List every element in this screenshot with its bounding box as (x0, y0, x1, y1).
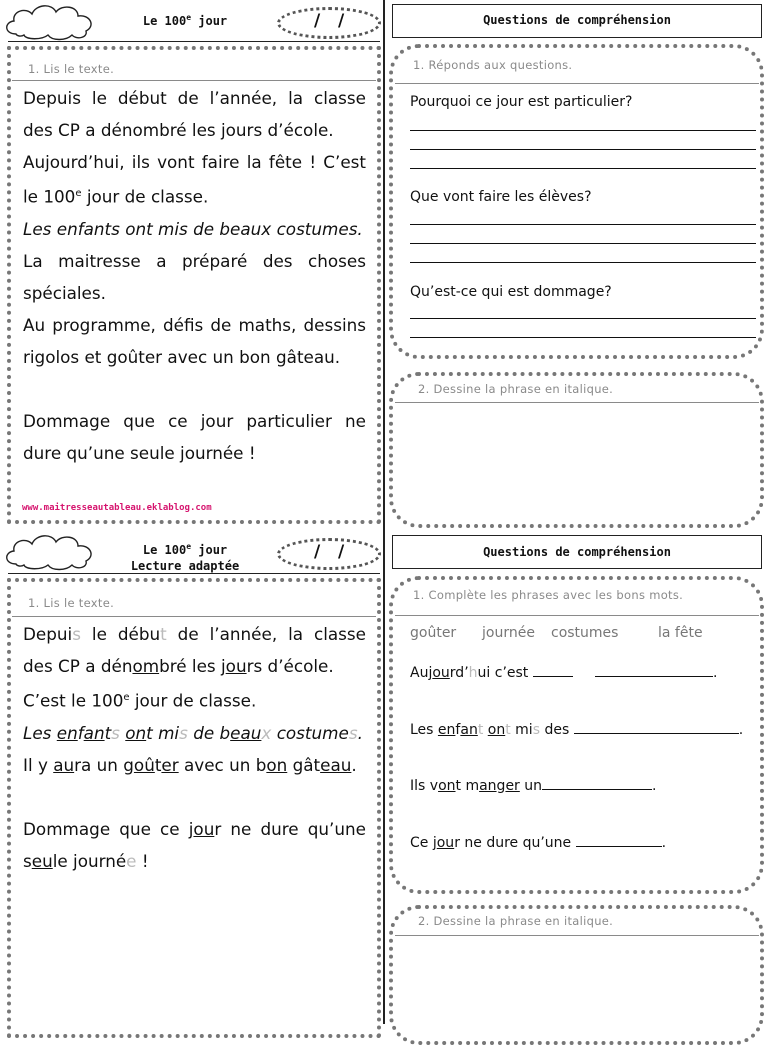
instruction: 2. Dessine la phrase en italique. (418, 382, 614, 396)
date-field: / / (314, 542, 345, 562)
page-subtitle: Lecture adaptée (130, 559, 240, 573)
fill-sentence: Les enfant ont mis des . (410, 722, 744, 738)
header-divider (8, 41, 380, 42)
paragraph-italic: Les enfants ont mis de beaux costumes. (23, 722, 363, 743)
header-divider (8, 573, 380, 574)
drawing-area[interactable] (400, 940, 752, 1020)
page-title: Le 100e jour Lecture adaptée (130, 542, 240, 573)
instruction-underline (12, 616, 376, 617)
cloud-icon (2, 532, 100, 572)
drawing-area[interactable] (400, 406, 752, 518)
answer-line[interactable] (410, 318, 756, 319)
instruction: 1. Réponds aux questions. (413, 58, 573, 72)
paragraph: La maitresse a préparé des choses spéciales. (23, 250, 366, 303)
section-title: Questions de compréhension (483, 545, 671, 559)
instruction-underline (395, 615, 759, 616)
word-bank-item: goûter (410, 625, 457, 641)
instruction-underline (395, 935, 759, 936)
instruction: 1. Complète les phrases avec les bons mots. (413, 588, 684, 602)
paragraph-italic: Les enfants ont mis de beaux costumes. (23, 218, 363, 239)
paragraph: Depuis le début de l’année, la classe des CP a dénombré les jours d’école. (23, 624, 366, 676)
center-divider (383, 0, 385, 1024)
paragraph: Dommage que ce jour ne dure qu’une seule journée ! (23, 818, 366, 871)
paragraph: Il y aura un goûter avec un bon gâteau. (23, 754, 357, 775)
answer-line[interactable] (410, 130, 756, 131)
website-link[interactable]: www.maitresseautableau.eklablog.com (22, 503, 212, 513)
paragraph: C’est le 100e jour de classe. (23, 690, 257, 711)
blank[interactable] (542, 777, 652, 790)
answer-line[interactable] (410, 262, 756, 263)
word-bank-item: journée (482, 625, 535, 641)
page-title: Le 100e jour (142, 13, 228, 28)
answer-line[interactable] (410, 243, 756, 244)
answer-line[interactable] (410, 168, 756, 169)
fill-sentence: Ce jour ne dure qu’une . (410, 835, 667, 851)
answer-line[interactable] (410, 337, 756, 338)
adapted-reading-text (23, 618, 366, 877)
instruction-underline (395, 402, 759, 403)
blank[interactable] (576, 834, 662, 847)
date-field: / / (314, 11, 345, 31)
instruction: 1. Lis le texte. (28, 62, 115, 76)
answer-line[interactable] (410, 224, 756, 225)
paragraph: Dommage que ce jour particulier ne dure qu’une seule journée ! (23, 410, 366, 463)
blank[interactable] (595, 664, 713, 677)
paragraph: Au programme, défis de maths, dessins rigolos et goûter avec un bon gâteau. (23, 314, 366, 367)
blank[interactable] (574, 721, 739, 734)
fill-sentence: Aujourd’hui c’est . (410, 665, 718, 681)
answer-line[interactable] (410, 149, 756, 150)
word-bank-item: costumes (551, 625, 619, 641)
section-title: Questions de compréhension (483, 13, 671, 27)
instruction-underline (395, 83, 759, 84)
question: Que vont faire les élèves? (410, 189, 592, 205)
blank[interactable] (533, 664, 573, 677)
reading-text (23, 82, 366, 469)
question: Pourquoi ce jour est particulier? (410, 94, 633, 110)
fill-sentence: Ils vont manger un . (410, 778, 657, 794)
paragraph: Depuis le début de l’année, la classe des CP a dénombré les jours d’école. (23, 88, 366, 140)
paragraph: Aujourd’hui, ils vont faire la fête ! C’est le 100e jour de classe. (23, 152, 366, 207)
cloud-icon (2, 2, 100, 42)
instruction: 1. Lis le texte. (28, 596, 115, 610)
question: Qu’est-ce qui est dommage? (410, 284, 612, 300)
instruction-underline (12, 80, 376, 81)
word-bank-item: la fête (658, 625, 703, 641)
instruction: 2. Dessine la phrase en italique. (418, 914, 614, 928)
